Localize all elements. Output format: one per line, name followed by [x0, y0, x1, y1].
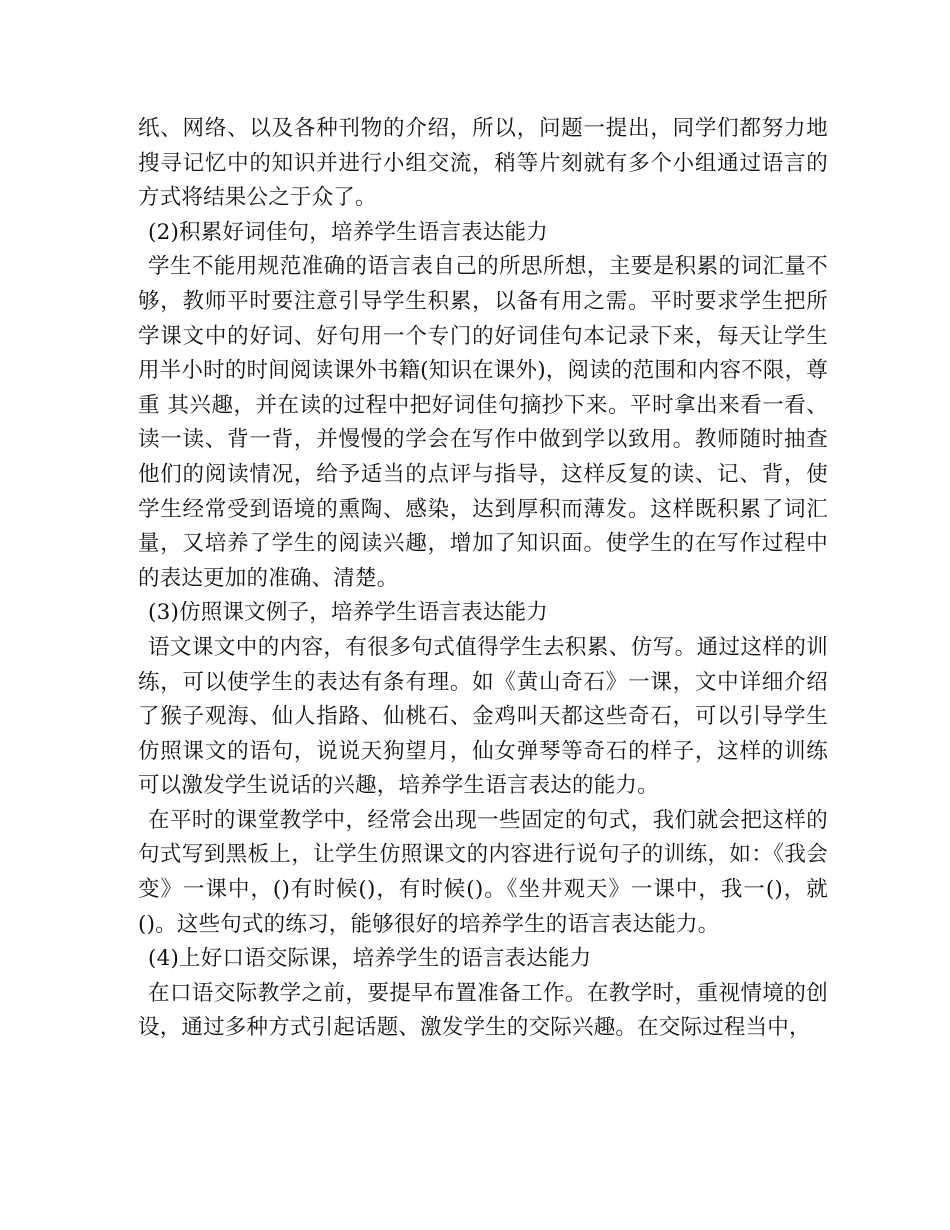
paragraph-continuation: 纸、网络、以及各种刊物的介绍，所以，问题一提出，同学们都努力地搜寻记忆中的知识并进行小组交流，稍等片刻就有多个小组通过语言的方式将结果公之于众了。: [138, 116, 828, 211]
paragraph-sentence-patterns: 在平时的课堂教学中，经常会出现一些固定的句式，我们就会把这样的句式写到黑板上，让学生仿照课文的内容进行说句子的训练，如：《我会变》一课中，()有时候()，有时候()。《坐井观天》一课中，我一()，就()。这些句式的练习，能够很好的培养学生的语言表达能力。: [138, 807, 828, 937]
paragraph-imitate-text: 语文课文中的内容，有很多句式值得学生去积累、仿写。通过这样的训练，可以使学生的表达有条有理。如《黄山奇石》一课，文中详细介绍了猴子观海、仙人指路、仙桃石、金鸡叫天都这些奇石，可以引导学生仿照课文的语句，说说天狗望月，仙女弹琴等奇石的样子，这样的训练可以激发学生说话的兴趣，培养学生语言表达的能力。: [138, 634, 828, 799]
section-heading-3: (3)仿照课文例子，培养学生语言表达能力: [148, 600, 548, 626]
section-heading-4: (4)上好口语交际课，培养学生的语言表达能力: [148, 946, 592, 972]
paragraph-oral-communication: 在口语交际教学之前，要提早布置准备工作。在教学时，重视情境的创设，通过多种方式引起话题、激发学生的交际兴趣。在交际过程当中，: [138, 980, 828, 1041]
document-page: [138, 112, 828, 1046]
section-heading-2: (2)积累好词佳句，培养学生语言表达能力: [148, 219, 548, 245]
paragraph-accumulate-words: 学生不能用规范准确的语言表自己的所思所想，主要是积累的词汇量不够，教师平时要注意引导学生积累，以备有用之需。平时要求学生把所学课文中的好词、好句用一个专门的好词佳句本记录下来，每天让学生用半小时的时间阅读课外书籍(知识在课外)，阅读的范围和内容不限，尊重 其兴趣，并在读的过程中把好词佳句摘抄下来。平时拿出来看一看、读一读、背一背，并慢慢的学会在写作中做到学以致用。教师随时抽查他们的阅读情况，给予适当的点评与指导，这样反复的读、记、背，使学生经常受到语境的熏陶、感染，达到厚积而薄发。这样既积累了词汇量，又培养了学生的阅读兴趣，增加了知识面。使学生的在写作过程中的表达更加的准确、清楚。: [138, 254, 828, 591]
